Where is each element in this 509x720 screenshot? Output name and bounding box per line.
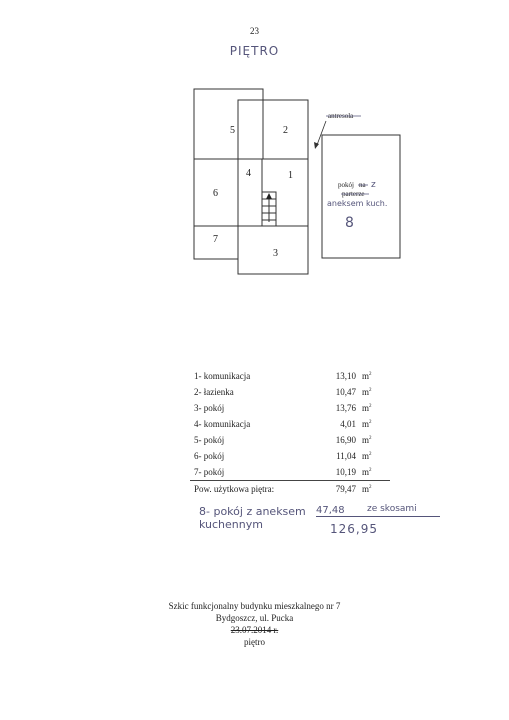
unit-base: m <box>362 403 370 413</box>
unit-base: m <box>362 467 370 477</box>
sum-underline <box>316 516 440 517</box>
handwritten-total: 126,95 <box>330 522 378 536</box>
unit-base: m <box>362 435 370 445</box>
area-value: 10,19 <box>335 467 356 477</box>
room-number-7: 7 <box>213 234 218 245</box>
unit-exponent: 2 <box>369 420 372 425</box>
unit-exponent: 2 <box>369 485 372 490</box>
caption-title: Szkic funkcjonalny budynku mieszkalnego nr 7 <box>168 601 341 611</box>
unit-base: m <box>362 371 370 381</box>
area-label: Pow. użytkowa piętra: <box>190 481 316 498</box>
room-8-handwritten-label: 8- pokój z aneksem kuchennym <box>199 505 306 531</box>
room-number-6: 6 <box>213 188 218 199</box>
area-label: 2- łazienka <box>194 387 234 397</box>
unit-exponent: 2 <box>369 436 372 441</box>
unit-exponent: 2 <box>369 372 372 377</box>
area-unit <box>356 416 390 432</box>
room-8-printed-label: pokój <box>338 181 354 189</box>
caption-date: 23.07.2014 r. <box>230 625 279 635</box>
area-unit <box>356 432 390 448</box>
area-value: 13,10 <box>335 371 356 381</box>
room-number-5: 5 <box>230 125 235 136</box>
area-label: 5- pokój <box>194 435 225 445</box>
unit-exponent: 2 <box>369 452 372 457</box>
area-value: 4,01 <box>340 419 356 429</box>
unit-base: m <box>362 451 370 461</box>
room-8-handwritten-value: 47,48 <box>316 505 345 516</box>
area-row <box>190 464 390 481</box>
area-value: 13,76 <box>335 403 356 413</box>
area-value: 10,47 <box>335 387 356 397</box>
area-label: 7- pokój <box>194 467 225 477</box>
caption-address: Bydgoszcz, ul. Pucka <box>215 613 294 623</box>
room-8-number: 8 <box>345 215 354 231</box>
caption-floor: piętro <box>244 637 265 647</box>
unit-exponent: 2 <box>369 468 372 473</box>
area-unit <box>356 464 390 481</box>
room-8-hand-annex: aneksem kuch. <box>327 199 388 208</box>
area-unit <box>356 384 390 400</box>
area-total-row <box>190 481 390 498</box>
room-number-2: 2 <box>283 125 288 136</box>
room-number-1: 1 <box>288 170 293 181</box>
unit-base: m <box>362 484 370 494</box>
area-label: 6- pokój <box>194 451 225 461</box>
area-unit <box>356 400 390 416</box>
area-label: 3- pokój <box>194 403 225 413</box>
area-row <box>190 432 390 448</box>
area-row <box>190 368 390 384</box>
area-value: 79,47 <box>316 481 356 498</box>
area-row <box>190 384 390 400</box>
area-label: 4- komunikacja <box>194 419 251 429</box>
room-number-3: 3 <box>273 248 278 259</box>
room-8-hand-z: z <box>371 180 376 190</box>
room-8-struck-na: na <box>359 181 366 189</box>
room-2-outline <box>238 100 308 159</box>
area-value: 16,90 <box>335 435 356 445</box>
area-label: 1- komunikacja <box>194 371 251 381</box>
room-8-handwritten-note: ze skosami <box>367 504 417 514</box>
room-8-struck-parterze: parterze <box>342 190 365 198</box>
area-row <box>190 448 390 464</box>
area-row <box>190 400 390 416</box>
floor-heading: PIĘTRO <box>229 44 280 58</box>
unit-exponent: 2 <box>369 404 372 409</box>
unit-base: m <box>362 419 370 429</box>
area-table <box>190 368 390 497</box>
page-number: 23 <box>250 26 259 36</box>
floor-plan <box>0 0 509 300</box>
area-row <box>190 416 390 432</box>
area-unit <box>356 448 390 464</box>
area-unit <box>356 481 390 498</box>
room-number-4: 4 <box>246 168 251 179</box>
area-value: 11,04 <box>336 451 356 461</box>
unit-exponent: 2 <box>369 388 372 393</box>
area-unit <box>356 368 390 384</box>
antresola-label: antresola <box>328 112 354 120</box>
unit-base: m <box>362 387 370 397</box>
